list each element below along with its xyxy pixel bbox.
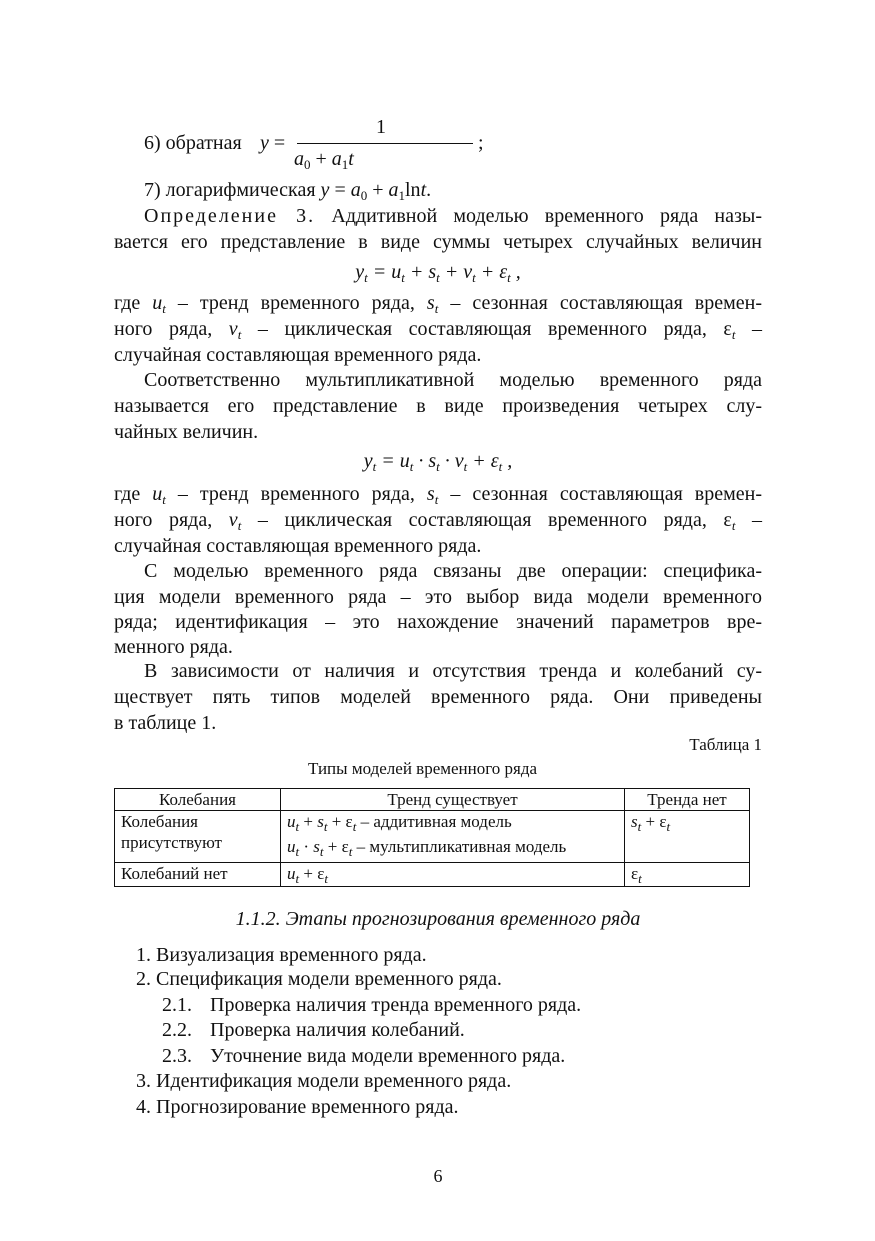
multiplicative-line-1: Соответственно мультипликативной моделью временного ряда	[144, 369, 762, 391]
table-cell	[115, 811, 281, 863]
multiplicative-where-line-1: где $u_t$ – тренд временного ряда, $s_t$ – сезонная составляющая времен-	[114, 483, 762, 507]
definition-3-line-2: вается его представление в виде суммы четырех случайных величин	[114, 231, 762, 253]
list-item-number: 2.2.	[162, 1019, 192, 1041]
additive-where-line-3: случайная составляющая временного ряда.	[114, 344, 482, 366]
additive-where-line-1: где $u_t$ – тренд временного ряда, $s_t$ – сезонная составляющая времен-	[114, 292, 762, 316]
operations-line-4: менного ряда.	[114, 636, 233, 658]
list-item: Уточнение вида модели временного ряда.	[210, 1045, 566, 1067]
list-item: 3. Идентификация модели временного ряда.	[136, 1070, 512, 1092]
multiplicative-formula: $y_t = u_t \cdot s_t \cdot v_t + \varepsilon_t$ ,	[363, 450, 513, 474]
table-cell: Колебаний нет	[115, 863, 281, 887]
types-intro-line-1: В зависимости от наличия и отсутствия тренда и колебаний су-	[144, 660, 762, 682]
fraction-semicolon: ;	[478, 132, 484, 154]
table-cell	[281, 811, 625, 863]
multiplicative-where-line-2: ного ряда, $v_t$ – циклическая составляющая временного ряда, $\varepsilon_t$ –	[114, 509, 762, 533]
fraction-numerator: 1	[376, 116, 386, 138]
multiplicative-line-2: называется его представление в виде произведения четырех слу-	[114, 395, 762, 417]
table-cell: $s_t + \varepsilon_t$	[625, 811, 750, 863]
additive-where-line-2: ного ряда, $v_t$ – циклическая составляющая временного ряда, $\varepsilon_t$ –	[114, 318, 762, 342]
list-item: 4. Прогнозирование временного ряда.	[136, 1096, 459, 1118]
page-number: 6	[433, 1166, 443, 1186]
list-item: 1. Визуализация временного ряда.	[136, 944, 427, 966]
table-cell: $u_t + \varepsilon_t$	[281, 863, 625, 887]
operations-line-3: ряда; идентификация – это нахождение значений параметров вре-	[114, 611, 762, 633]
table-header-cell: Тренда нет	[625, 789, 750, 811]
table-cell-line: Колебания	[121, 812, 199, 831]
table-caption: Типы моделей временного ряда	[308, 759, 538, 778]
formula-item-6-label: 6) обратная	[144, 132, 242, 154]
table-cell-line: присутствуют	[121, 833, 222, 852]
table-label: Таблица 1	[689, 735, 762, 754]
section-heading: 1.1.2. Этапы прогнозирования временного ряда	[235, 908, 641, 930]
formula-item-7: 7) логарифмическая $y = a_0 + a_1\ln t$.	[144, 179, 432, 203]
types-intro-line-2: ществует пять типов моделей временного ряда. Они приведены	[114, 686, 762, 708]
table-header-cell: Колебания	[115, 789, 281, 811]
table-header-row	[115, 789, 750, 811]
list-item: 2. Спецификация модели временного ряда.	[136, 968, 502, 990]
additive-formula: $y_t = u_t + s_t + v_t + \varepsilon_t$ ,	[355, 261, 521, 285]
fraction-denominator: $a_0 + a_1t$	[294, 148, 354, 172]
list-item: Проверка наличия колебаний.	[210, 1019, 465, 1041]
operations-line-2: ция модели временного ряда – это выбор вида модели временного	[114, 586, 762, 608]
additive-model-entry: $u_t + s_t + \varepsilon_t$ – аддитивная модель	[287, 812, 512, 834]
multiplicative-model-entry: $u_t \cdot s_t + \varepsilon_t$ – мультипликативная модель	[287, 837, 567, 859]
multiplicative-where-line-3: случайная составляющая временного ряда.	[114, 535, 482, 557]
table-row	[115, 863, 750, 887]
table-cell: $\varepsilon_t$	[625, 863, 750, 887]
fraction-bar	[297, 143, 473, 144]
types-intro-line-3: в таблице 1.	[114, 712, 217, 734]
multiplicative-line-3: чайных величин.	[114, 421, 259, 443]
list-item: Проверка наличия тренда временного ряда.	[210, 994, 582, 1016]
operations-line-1: С моделью временного ряда связаны две операции: специфика-	[144, 560, 762, 582]
table-row	[115, 811, 750, 863]
formula-y-equals: y =	[260, 132, 286, 154]
definition-3-line-1: Определение 3. Аддитивной моделью временного ряда назы-	[144, 205, 763, 227]
list-item-number: 2.3.	[162, 1045, 192, 1067]
models-table	[114, 788, 750, 887]
table-header-cell: Тренд существует	[281, 789, 625, 811]
list-item-number: 2.1.	[162, 994, 192, 1016]
